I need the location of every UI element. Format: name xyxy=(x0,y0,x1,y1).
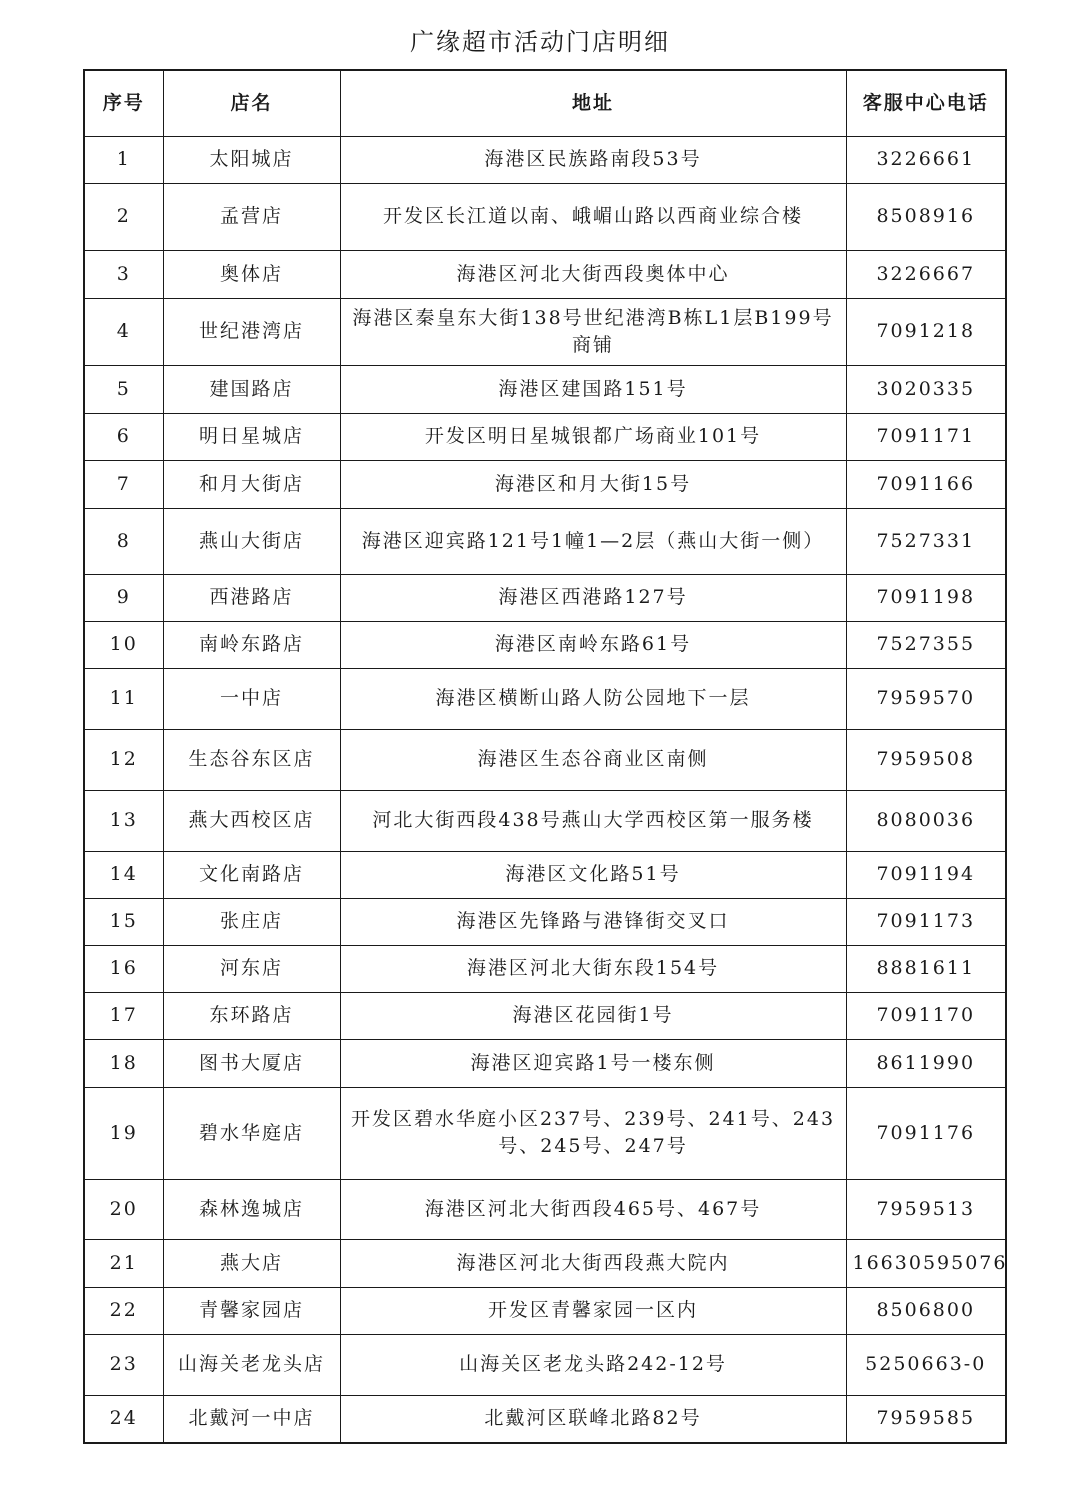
cell-address: 海港区河北大街东段154号 xyxy=(340,945,846,992)
cell-no: 5 xyxy=(84,365,163,413)
cell-no: 2 xyxy=(84,183,163,250)
cell-store-name: 山海关老龙头店 xyxy=(163,1334,340,1395)
table-row xyxy=(84,898,1006,945)
cell-store-name: 南岭东路店 xyxy=(163,621,340,668)
cell-phone: 7091194 xyxy=(846,851,1006,898)
table-row xyxy=(84,668,1006,729)
cell-store-name: 一中店 xyxy=(163,668,340,729)
cell-store-name: 明日星城店 xyxy=(163,413,340,460)
table-row xyxy=(84,1287,1006,1334)
table-row xyxy=(84,298,1006,365)
cell-address: 开发区青馨家园一区内 xyxy=(340,1287,846,1334)
cell-address: 海港区文化路51号 xyxy=(340,851,846,898)
cell-store-name: 和月大街店 xyxy=(163,460,340,508)
cell-address: 开发区长江道以南、峨嵋山路以西商业综合楼 xyxy=(340,183,846,250)
cell-address: 海港区先锋路与港锋街交叉口 xyxy=(340,898,846,945)
header-no: 序号 xyxy=(84,70,163,136)
cell-no: 17 xyxy=(84,992,163,1039)
cell-phone: 3226661 xyxy=(846,136,1006,183)
cell-no: 15 xyxy=(84,898,163,945)
table-row xyxy=(84,183,1006,250)
cell-store-name: 青馨家园店 xyxy=(163,1287,340,1334)
cell-phone: 8506800 xyxy=(846,1287,1006,1334)
cell-store-name: 建国路店 xyxy=(163,365,340,413)
cell-no: 8 xyxy=(84,508,163,574)
header-address: 地址 xyxy=(340,70,846,136)
cell-address: 海港区西港路127号 xyxy=(340,574,846,621)
cell-phone: 5250663-0 xyxy=(846,1334,1006,1395)
table-row xyxy=(84,729,1006,790)
cell-store-name: 燕大西校区店 xyxy=(163,790,340,851)
cell-phone: 8508916 xyxy=(846,183,1006,250)
cell-no: 10 xyxy=(84,621,163,668)
cell-phone: 7091173 xyxy=(846,898,1006,945)
cell-phone: 7959513 xyxy=(846,1179,1006,1239)
table-body xyxy=(84,136,1006,1443)
table-row xyxy=(84,508,1006,574)
cell-store-name: 世纪港湾店 xyxy=(163,298,340,365)
cell-address: 山海关区老龙头路242-12号 xyxy=(340,1334,846,1395)
header-name: 店名 xyxy=(163,70,340,136)
cell-address: 海港区生态谷商业区南侧 xyxy=(340,729,846,790)
cell-store-name: 孟营店 xyxy=(163,183,340,250)
cell-store-name: 碧水华庭店 xyxy=(163,1087,340,1179)
table-row xyxy=(84,945,1006,992)
cell-no: 1 xyxy=(84,136,163,183)
cell-store-name: 森林逸城店 xyxy=(163,1179,340,1239)
cell-no: 22 xyxy=(84,1287,163,1334)
header-phone: 客服中心电话 xyxy=(846,70,1006,136)
cell-address: 海港区南岭东路61号 xyxy=(340,621,846,668)
cell-address: 海港区迎宾路121号1幢1—2层（燕山大街一侧） xyxy=(340,508,846,574)
cell-phone: 7527355 xyxy=(846,621,1006,668)
table-row xyxy=(84,851,1006,898)
cell-address: 海港区花园街1号 xyxy=(340,992,846,1039)
cell-no: 13 xyxy=(84,790,163,851)
cell-no: 16 xyxy=(84,945,163,992)
cell-phone: 7091198 xyxy=(846,574,1006,621)
cell-no: 21 xyxy=(84,1239,163,1287)
cell-address: 北戴河区联峰北路82号 xyxy=(340,1395,846,1443)
table-row xyxy=(84,1039,1006,1087)
cell-no: 12 xyxy=(84,729,163,790)
store-table xyxy=(83,69,1007,1444)
cell-phone: 7959570 xyxy=(846,668,1006,729)
cell-no: 3 xyxy=(84,250,163,298)
cell-no: 9 xyxy=(84,574,163,621)
table-header-row xyxy=(84,70,1006,136)
cell-no: 24 xyxy=(84,1395,163,1443)
cell-no: 23 xyxy=(84,1334,163,1395)
cell-address: 海港区建国路151号 xyxy=(340,365,846,413)
cell-address: 开发区明日星城银都广场商业101号 xyxy=(340,413,846,460)
cell-store-name: 西港路店 xyxy=(163,574,340,621)
cell-phone: 7959585 xyxy=(846,1395,1006,1443)
cell-phone: 7091218 xyxy=(846,298,1006,365)
table-row xyxy=(84,136,1006,183)
cell-phone: 7527331 xyxy=(846,508,1006,574)
cell-phone: 7091171 xyxy=(846,413,1006,460)
cell-store-name: 太阳城店 xyxy=(163,136,340,183)
table-row xyxy=(84,574,1006,621)
cell-no: 19 xyxy=(84,1087,163,1179)
cell-address: 海港区横断山路人防公园地下一层 xyxy=(340,668,846,729)
cell-store-name: 张庄店 xyxy=(163,898,340,945)
cell-phone: 8611990 xyxy=(846,1039,1006,1087)
cell-store-name: 生态谷东区店 xyxy=(163,729,340,790)
table-row xyxy=(84,413,1006,460)
cell-no: 18 xyxy=(84,1039,163,1087)
cell-address: 海港区民族路南段53号 xyxy=(340,136,846,183)
table-row xyxy=(84,790,1006,851)
cell-store-name: 北戴河一中店 xyxy=(163,1395,340,1443)
cell-phone: 16630595076 xyxy=(846,1239,1006,1287)
cell-address: 海港区迎宾路1号一楼东侧 xyxy=(340,1039,846,1087)
table-row xyxy=(84,1334,1006,1395)
cell-store-name: 文化南路店 xyxy=(163,851,340,898)
table-row xyxy=(84,460,1006,508)
table-row xyxy=(84,992,1006,1039)
cell-no: 4 xyxy=(84,298,163,365)
cell-address: 海港区河北大街西段奥体中心 xyxy=(340,250,846,298)
cell-address: 海港区河北大街西段燕大院内 xyxy=(340,1239,846,1287)
cell-store-name: 图书大厦店 xyxy=(163,1039,340,1087)
cell-store-name: 燕大店 xyxy=(163,1239,340,1287)
cell-phone: 8080036 xyxy=(846,790,1006,851)
cell-store-name: 东环路店 xyxy=(163,992,340,1039)
table-row xyxy=(84,1239,1006,1287)
document-title: 广缘超市活动门店明细 xyxy=(410,28,670,56)
cell-address: 开发区碧水华庭小区237号、239号、241号、243号、245号、247号 xyxy=(340,1087,846,1179)
table-row xyxy=(84,1087,1006,1179)
cell-phone: 7091176 xyxy=(846,1087,1006,1179)
cell-phone: 7091170 xyxy=(846,992,1006,1039)
cell-address: 海港区和月大街15号 xyxy=(340,460,846,508)
table-row xyxy=(84,1179,1006,1239)
table-row xyxy=(84,365,1006,413)
cell-no: 6 xyxy=(84,413,163,460)
cell-no: 7 xyxy=(84,460,163,508)
cell-store-name: 河东店 xyxy=(163,945,340,992)
table-row xyxy=(84,1395,1006,1443)
cell-phone: 3226667 xyxy=(846,250,1006,298)
cell-phone: 8881611 xyxy=(846,945,1006,992)
cell-phone: 7959508 xyxy=(846,729,1006,790)
table-row xyxy=(84,250,1006,298)
cell-store-name: 燕山大街店 xyxy=(163,508,340,574)
cell-no: 20 xyxy=(84,1179,163,1239)
cell-phone: 3020335 xyxy=(846,365,1006,413)
cell-address: 河北大街西段438号燕山大学西校区第一服务楼 xyxy=(340,790,846,851)
cell-phone: 7091166 xyxy=(846,460,1006,508)
table-row xyxy=(84,621,1006,668)
cell-store-name: 奥体店 xyxy=(163,250,340,298)
cell-address: 海港区河北大街西段465号、467号 xyxy=(340,1179,846,1239)
cell-no: 14 xyxy=(84,851,163,898)
cell-address: 海港区秦皇东大街138号世纪港湾B栋L1层B199号商铺 xyxy=(340,298,846,365)
cell-no: 11 xyxy=(84,668,163,729)
